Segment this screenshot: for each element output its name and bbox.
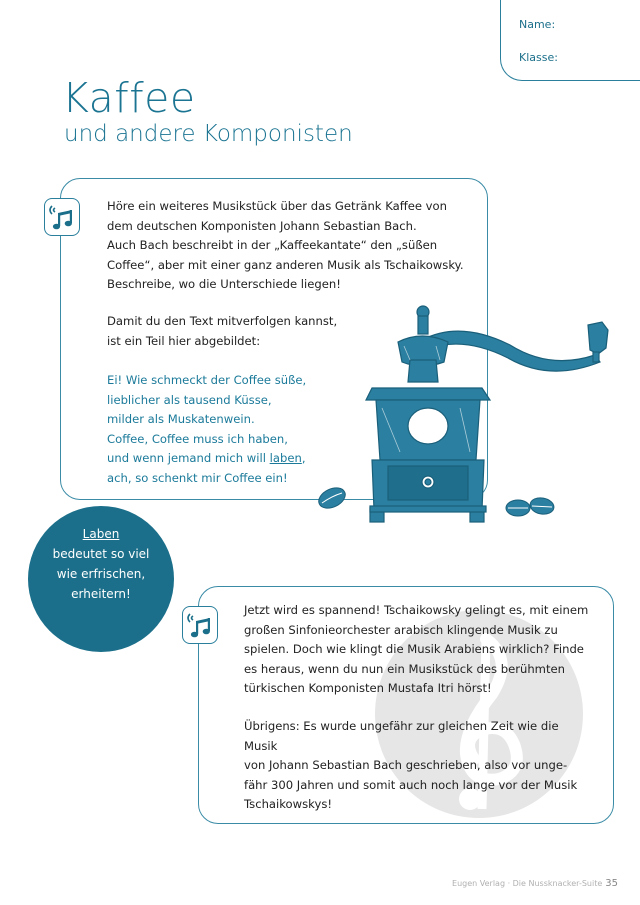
text-line: Coffee“, aber mit einer ganz anderen Musik als Tschaikowsky. [107, 257, 464, 272]
page-number: 35 [605, 878, 618, 889]
class-label: Klasse: [519, 51, 558, 64]
text-line: von Johann Sebastian Bach geschrieben, also vor unge- [244, 758, 568, 772]
coffee-grinder-illustration [310, 300, 630, 530]
text-line: türkischen Komponisten Mustafa Itri hörst! [244, 681, 492, 695]
text-line: ist ein Teil hier abgebildet: [107, 333, 261, 348]
text-line: es heraus, wenn du nun ein Musikstück des berühmten [244, 661, 566, 676]
text-line: Übrigens: Es wurde ungefähr zur gleichen Zeit wie die Musik [244, 719, 559, 753]
definition-line: wie erfrischen, [56, 567, 146, 581]
laben-term: Laben [82, 527, 120, 541]
quote-line: lieblicher als tausend Küsse, [107, 392, 272, 407]
text-line: dem deutschen Komponisten Johann Sebastian Bach. [107, 218, 417, 233]
quote-line: ach, so schenkt mir Coffee ein! [107, 470, 288, 485]
laben-word: laben [269, 451, 302, 465]
text-line: großen Sinfonieorchester arabisch klingende Musik zu [244, 622, 558, 637]
name-label: Name: [519, 18, 556, 31]
quote-line: und wenn jemand mich will laben, [107, 451, 306, 465]
quote-line: Coffee, Coffee muss ich haben, [107, 431, 288, 446]
text-line: Tschaikowskys! [244, 797, 333, 811]
quote-line: milder als Muskatenwein. [107, 412, 255, 426]
quote-line: Ei! Wie schmeckt der Coffee süße, [107, 373, 307, 387]
laben-definition-circle [28, 506, 174, 652]
text-line: fähr 300 Jahren und somit auch noch lange vor der Musik [244, 777, 578, 792]
text-line: Auch Bach beschreibt in der „Kaffeekantate“ den „süßen [107, 238, 438, 252]
itri-paragraph-2 [244, 717, 594, 815]
text-line: Beschreibe, wo die Unterschiede liegen! [107, 277, 341, 291]
itri-paragraph-1 [244, 601, 594, 699]
text-line: Jetzt wird es spannend! Tschaikowsky gelingt es, mit einem [244, 603, 589, 617]
text-line: Damit du den Text mitverfolgen kannst, [107, 314, 338, 328]
intro-paragraph [107, 197, 487, 295]
text-line: Höre ein weiteres Musikstück über das Getränk Kaffee von [107, 199, 447, 213]
page-subtitle: und andere Komponisten [64, 121, 353, 147]
page-title: Kaffee [62, 74, 196, 122]
name-class-box [500, 0, 640, 81]
music-note-icon [44, 198, 80, 236]
page-footer [452, 878, 618, 889]
music-note-icon [182, 606, 218, 644]
publisher-credit: Eugen Verlag · Die Nussknacker-Suite [452, 879, 603, 888]
definition-line: bedeutet so viel [52, 547, 150, 561]
definition-line: erheitern! [71, 587, 131, 601]
text-line: spielen. Doch wie klingt die Musik Arabiens wirklich? Finde [244, 642, 584, 656]
itri-task-box [198, 586, 614, 824]
